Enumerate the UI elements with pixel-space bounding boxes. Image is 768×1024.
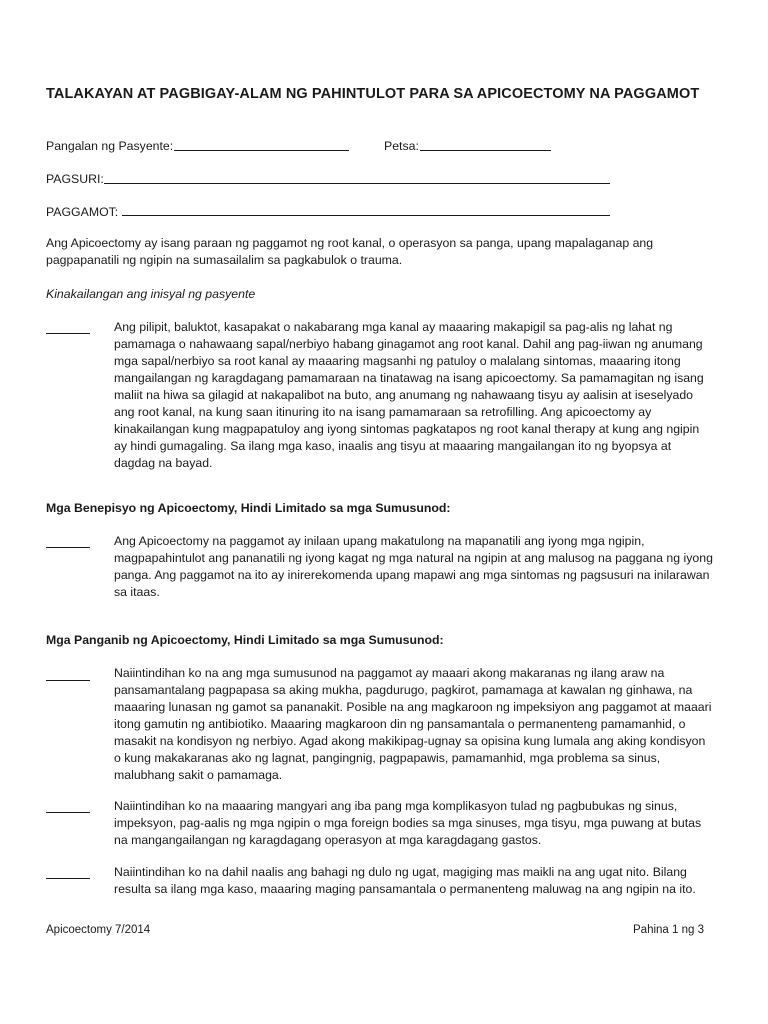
risk-2-paragraph: Naiintindihan ko na maaaring mangyari ang iba pang mga komplikasyon tulad ng pagbubukas ng sinus, impeksyon, pag-aalis ng mga ngipin o mga foreign bodies sa mga sinuses, mga tisyu, mga puwang at butas na mangangailangan ng karagdagang operasyon at mga karagdagang gastos.	[114, 799, 702, 847]
initials-field-risk-1[interactable]	[46, 680, 90, 681]
benefits-paragraph: Ang Apicoectomy na paggamot ay inilaan upang makatulong na mapanatili ang iyong mga ngipin, magpapahintulot ang pananatili ng iyong kagat ng mga natural na ngipin at ang malusog na paggana ng iyong panga. Ang paggamot na ito ay inirerekomenda upang mapawi ang mga sintomas ng pagsusuri na inilarawan sa itaas.	[114, 534, 713, 599]
risk-1-paragraph: Naiintindihan ko na ang mga sumusunod na paggamot ay maaari akong makaranas ng ilang araw na pansamantalang pagpapasa sa aking mukha, pagdurugo, pagkirot, pamamaga at kawalan ng ginhawa, na maaaring lunasan ng gamot sa pananakit. Posible na ang magkaroon ng impeksiyon ang paggamot at maaari itong gamutin ng antibiotiko. Maaaring magkaroon din ng pansamantala o permanenteng pamamanhid, o masakit na kondisyon ng nerbiyo. Agad akong makikipag-ugnay sa opisina kung lumala ang aking kondisyon o kung makakaranas ako ng lagnat, pangingnig, pagpapawis, pamamanhid, mga problema sa sinus, malubhang sakit o pamamaga.	[114, 666, 712, 782]
benefits-heading: Mga Benepisyo ng Apicoectomy, Hindi Limitado sa mga Sumusunod:	[46, 501, 451, 515]
initials-field-benefits[interactable]	[46, 547, 90, 548]
footer-document-id: Apicoectomy 7/2014	[46, 924, 151, 936]
patient-name-label: Pangalan ng Pasyente:	[46, 139, 174, 153]
procedure-paragraph: Ang pilipit, baluktot, kasapakat o nakabarang mga kanal ay maaaring makapigil sa pag-alis ng lahat ng pamamaga o nahawaang sapal/nerbiyo habang ginagamot ang root kanal. Dahil ang pag-iiwan ng anumang mga sapal/nerbiyo sa root kanal ay maaaring magsanhi ng patuloy o malalang sintomas, maaaring itong mangailangan ng karagdagang pamamaraan na tinatawag na isang apicoectomy. Sa pamamagitan ng isang maliit na hiwa sa gilagid at nakapalibot na buto, ang anumang ng nahawaang tisyu ay aalisin at iseselyado ang root kanal, na kung saan itinuring ito na isang pamamaraan sa retrofilling. Ang apicoectomy ay kinakailangan kung magpapatuloy ang iyong sintomas pagkatapos ng root kanal therapy at kung ang ngipin ay hindi gumagaling. Sa ilang mga kaso, inaalis ang tisyu at maaaring mangailangan ito ng byopsya at dagdag na bayad.	[114, 320, 704, 470]
patient-name-field[interactable]	[174, 150, 349, 151]
intro-paragraph: Ang Apicoectomy ay isang paraan ng paggamot ng root kanal, o operasyon sa panga, upang mapalaganap ang pagpapanatili ng ngipin na sumasailalim sa pagkabulok o trauma.	[46, 236, 654, 267]
diagnosis-field[interactable]	[104, 183, 610, 184]
risk-3-paragraph: Naiintindihan ko na dahil naalis ang bahagi ng dulo ng ugat, magiging mas maikli na ang ugat nito. Bilang resulta sa ilang mga kaso, maaaring maging pansamantala o permanenteng maluwag na ang ngipin na ito.	[114, 865, 696, 896]
initials-field-procedure[interactable]	[46, 333, 90, 334]
document-title: TALAKAYAN AT PAGBIGAY-ALAM NG PAHINTULOT PARA SA APICOECTOMY NA PAGGAMOT	[46, 86, 700, 102]
initials-note: Kinakailangan ang inisyal ng pasyente	[46, 287, 256, 301]
date-label: Petsa:	[384, 139, 419, 153]
treatment-label: PAGGAMOT:	[46, 205, 119, 219]
date-field[interactable]	[420, 150, 551, 151]
footer-page-number: Pahina 1 ng 3	[633, 924, 704, 936]
treatment-field[interactable]	[122, 215, 610, 216]
initials-field-risk-3[interactable]	[46, 878, 90, 879]
initials-field-risk-2[interactable]	[46, 812, 90, 813]
diagnosis-label: PAGSURI:	[46, 172, 104, 186]
risks-heading: Mga Panganib ng Apicoectomy, Hindi Limitado sa mga Sumusunod:	[46, 633, 444, 647]
